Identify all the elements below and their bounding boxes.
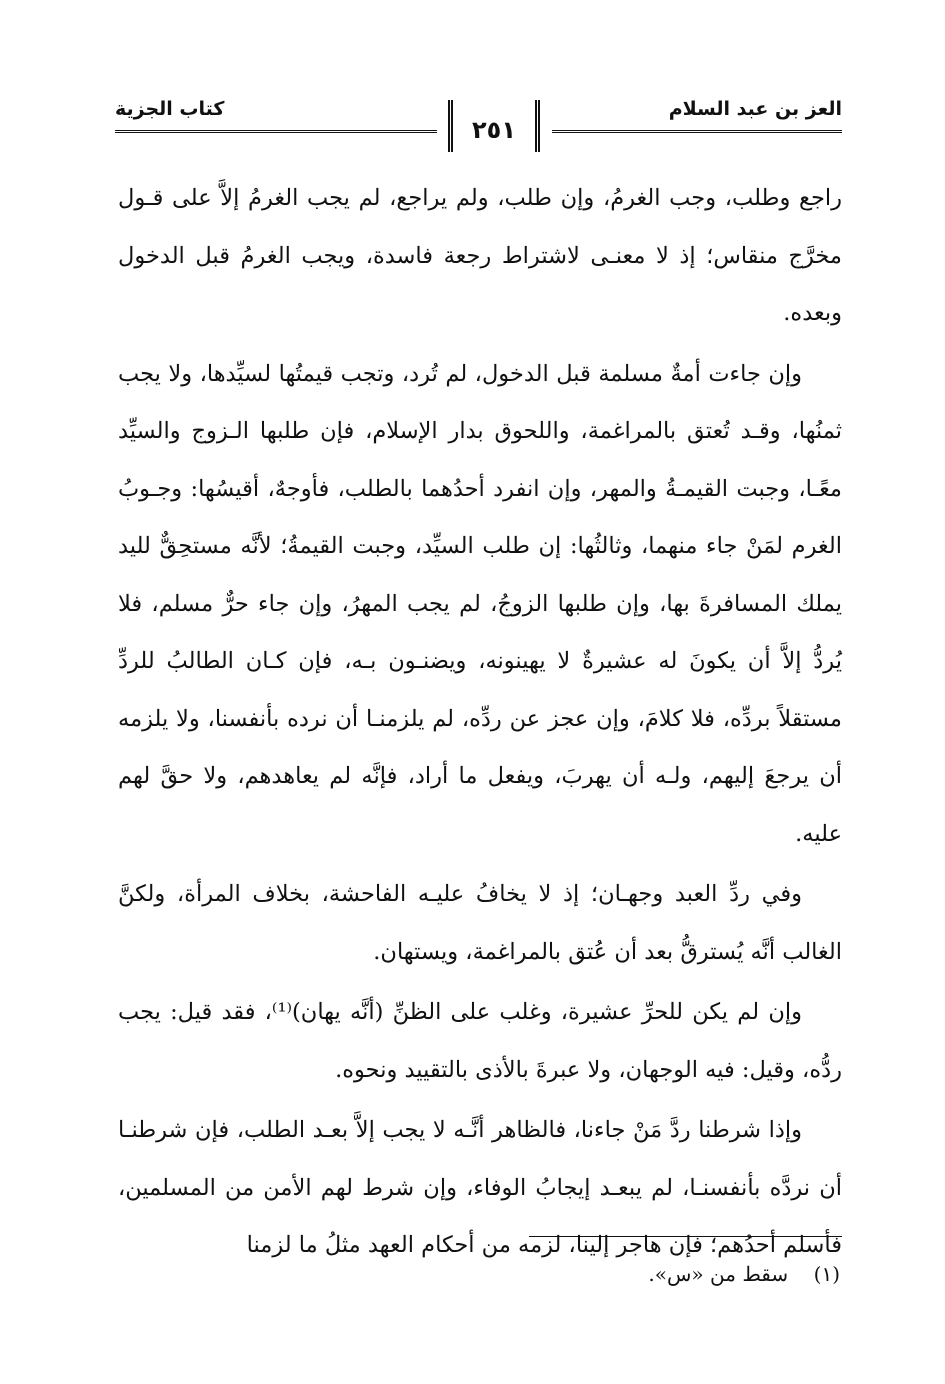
paragraph: وإذا شرطنا ردَّ مَنْ جاءنا، فالظاهر أنَّـه لا يجب إلاَّ بعـد الطلب، فإن شرطنـا أن نردَّه بأنفسنـا، لم يبعـد إيجابُ الوفاء، وإن شرط لهم الأمن من المسلمين، فأسلم أحدُهم؛ فإن هاجر إلينا، لزمه من أحكام العهد مثلُ ما لزمنا (118, 1117, 842, 1258)
running-head-author: العز بن عبد السلام (668, 98, 842, 120)
footnote-marker: (١) (813, 1262, 840, 1286)
page-number-box (448, 100, 540, 152)
page-header (115, 80, 842, 160)
page-number: ٢٥١ (472, 116, 516, 144)
running-head-section: كتاب الجزية (115, 98, 225, 120)
footnote (648, 1262, 840, 1286)
paragraph: وفي ردِّ العبد وجهـان؛ إذ لا يخافُ عليـه الفاحشة، بخلاف المرأة، ولكنَّ الغالب أنَّه يُسترقُّ بعد أن عُتق بالمراغمة، ويستهان. (118, 881, 842, 965)
header-rule-left (115, 130, 437, 133)
footnote-text: سقط من «س». (648, 1262, 789, 1286)
paragraph: راجع وطلب، وجب الغرمُ، وإن طلب، ولم يراجع، لم يجب الغرمُ إلاَّ على قـول مخرَّج منقاس؛ إذ لا معنـى لاشتراط رجعة فاسدة، ويجب الغرمُ قبل الدخول وبعده. (118, 185, 842, 326)
header-rule-right (552, 130, 842, 133)
paragraph: وإن لم يكن للحرِّ عشيرة، وغلب على الظنِّ (أنَّه يهان)⁽¹⁾، فقد قيل: يجب ردُّه، وقيل: فيه الوجهان، ولا عبرةَ بالأذى بالتقييد ونحوه. (118, 999, 842, 1083)
main-text (118, 170, 842, 1278)
paragraph: وإن جاءت أمةٌ مسلمة قبل الدخول، لم تُرد، وتجب قيمتُها لسيِّدها، ولا يجب ثمنُها، وقـد تُعتق بالمراغمة، واللحوق بدار الإسلام، فإن طلبها الـزوج والسيِّد معًـا، وجبت القيمـةُ والمهر، وإن انفرد أحدُهما بالطلب، فأوجهٌ، أقيسُها: وجـوبُ الغرم لمَنْ جاء منهما، وثالثُها: إن طلب السيِّد، وجبت القيمةُ؛ لأنَّه مستحِقٌّ لليد يملك المسافرةَ بها، وإن طلبها الزوجُ، لم يجب المهرُ، وإن جاء حرٌّ مسلم، فلا يُردُّ إلاَّ أن يكونَ له عشيرةٌ لا يهينونه، ويضنـون بـه، فإن كـان الطالبُ للردِّ مستقلاً بردِّه، فلا كلامَ، وإن عجز عن ردِّه، لم يلزمنـا أن نرده بأنفسنا، ولا يلزمه أن يرجعَ إليهم، ولـه أن يهربَ، ويفعل ما أراد، فإنَّه لم يعاهدهم، ولا حقَّ لهم عليه. (118, 360, 842, 847)
footnote-separator (529, 1236, 842, 1237)
